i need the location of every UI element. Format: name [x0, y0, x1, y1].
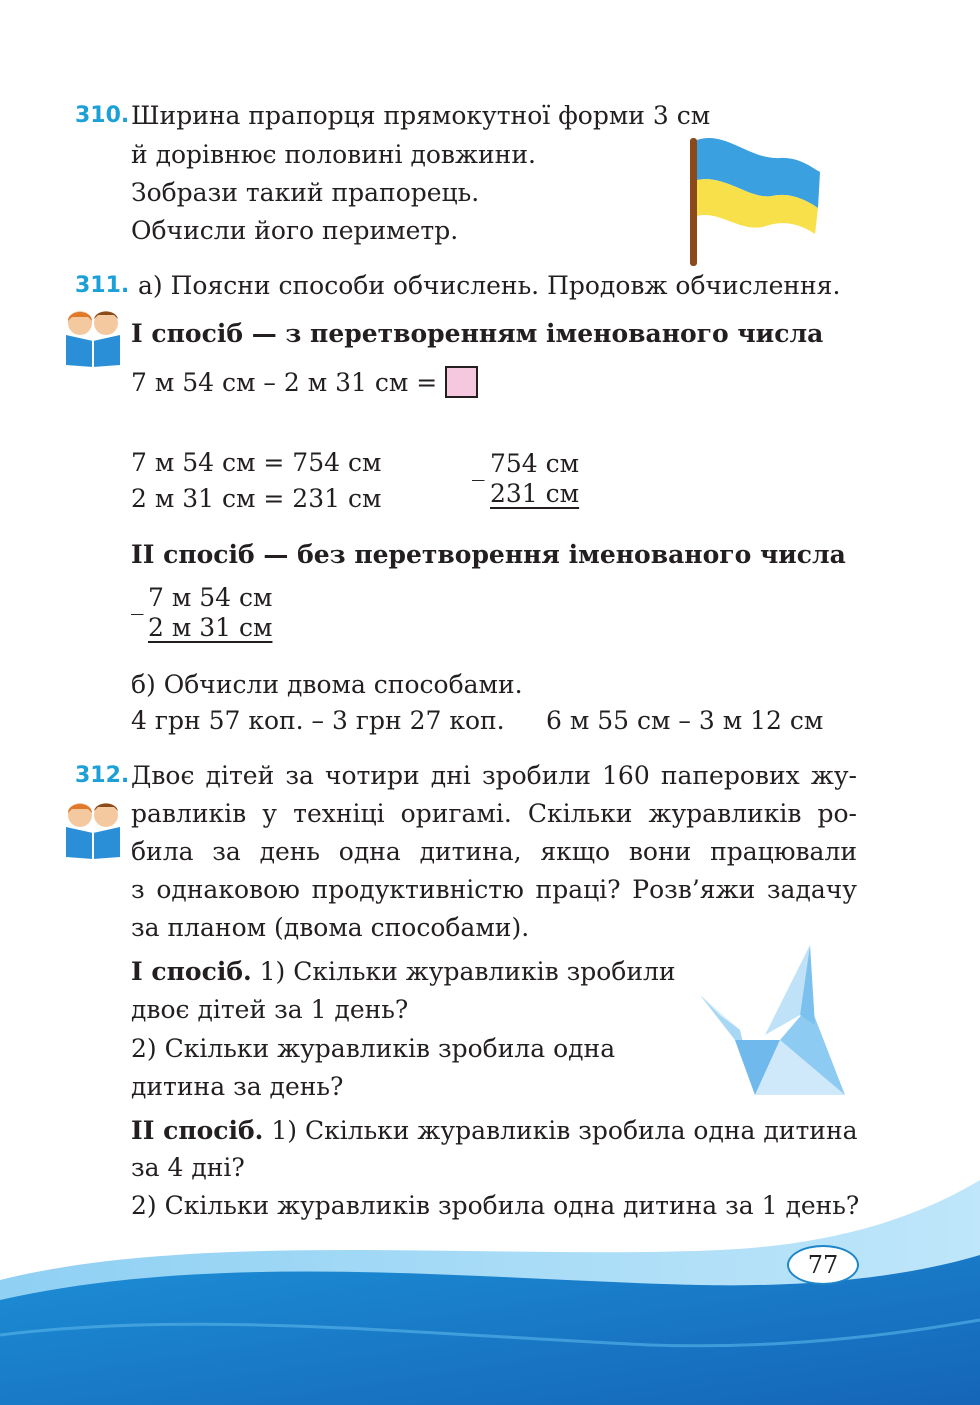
column-subtraction-2-bottom: 2 м 31 см — [148, 613, 273, 642]
p310-line-1: Ширина прапорця прямокутної форми 3 см — [131, 101, 711, 130]
p312-way1-label: І спосіб. — [131, 957, 252, 986]
p312-way2-q1a: 1) Скільки журавликів зробила одна дитина — [263, 1116, 858, 1145]
p311-b-expression-2: 6 м 55 см – 3 м 12 см — [546, 706, 824, 735]
page-number: 77 — [787, 1245, 859, 1285]
p312-way1-line-1 — [131, 957, 676, 987]
p310-line-2: й дорівнює половині довжини. — [131, 140, 536, 169]
p312-line-1: Двоє дітей за чотири дні зробили 160 паперових жу- — [131, 761, 857, 790]
problem-312-number: 312. — [75, 763, 130, 788]
answer-box — [445, 366, 478, 398]
problem-311-number: 311. — [75, 273, 130, 298]
p312-way1-q2a: 2) Скільки журавликів зробила одна — [131, 1034, 616, 1063]
column-subtraction-1-bottom: 231 см — [490, 479, 580, 508]
column-subtraction-1-minus: _ — [472, 452, 485, 481]
p312-way2-q2: 2) Скільки журавликів зробила одна дитина за 1 день? — [131, 1191, 860, 1220]
p311-way1-title: І спосіб — з перетворенням іменованого числа — [131, 319, 824, 348]
column-subtraction-1-top: 754 см — [490, 449, 580, 478]
p311-b-intro: б) Обчисли двома способами. — [131, 670, 523, 699]
origami-crane-icon — [680, 945, 850, 1105]
p312-way1-q1b: двоє дітей за 1 день? — [131, 995, 409, 1024]
p311-expression: 7 м 54 см – 2 м 31 см = — [131, 368, 438, 397]
p312-way2-label: ІІ спосіб. — [131, 1116, 264, 1145]
p312-line-2: равликів у техніці оригамі. Скільки журавликів ро- — [131, 799, 857, 828]
p312-line-5: за планом (двома способами). — [131, 913, 530, 942]
p310-line-3: Зобрази такий прапорець. — [131, 178, 480, 207]
p312-line-3: била за день одна дитина, якщо вони працювали — [131, 837, 857, 866]
problem-310-number: 310. — [75, 103, 130, 128]
ukraine-flag-icon — [680, 130, 830, 270]
p312-way2-q1b: за 4 дні? — [131, 1153, 245, 1182]
p311-b-expression-1: 4 грн 57 коп. – 3 грн 27 коп. — [131, 706, 505, 735]
p311-way2-title: ІІ спосіб — без перетворення іменованого числа — [131, 540, 846, 569]
p311-conversion-2: 2 м 31 см = 231 см — [131, 484, 382, 513]
column-subtraction-2-top: 7 м 54 см — [148, 583, 273, 612]
p311-intro: а) Поясни способи обчислень. Продовж обчислення. — [138, 271, 841, 300]
p310-line-4: Обчисли його периметр. — [131, 216, 459, 245]
reading-kids-icon — [58, 797, 128, 859]
p312-way1-q1a: 1) Скільки журавликів зробили — [251, 957, 676, 986]
p312-way2-line-1 — [131, 1116, 858, 1146]
p312-line-4: з однаковою продуктивністю праці? Розв’яжи задачу — [131, 875, 857, 904]
column-subtraction-2-minus: _ — [131, 586, 144, 615]
reading-kids-icon — [58, 305, 128, 367]
p312-way1-q2b: дитина за день? — [131, 1072, 344, 1101]
p311-conversion-1: 7 м 54 см = 754 см — [131, 448, 382, 477]
